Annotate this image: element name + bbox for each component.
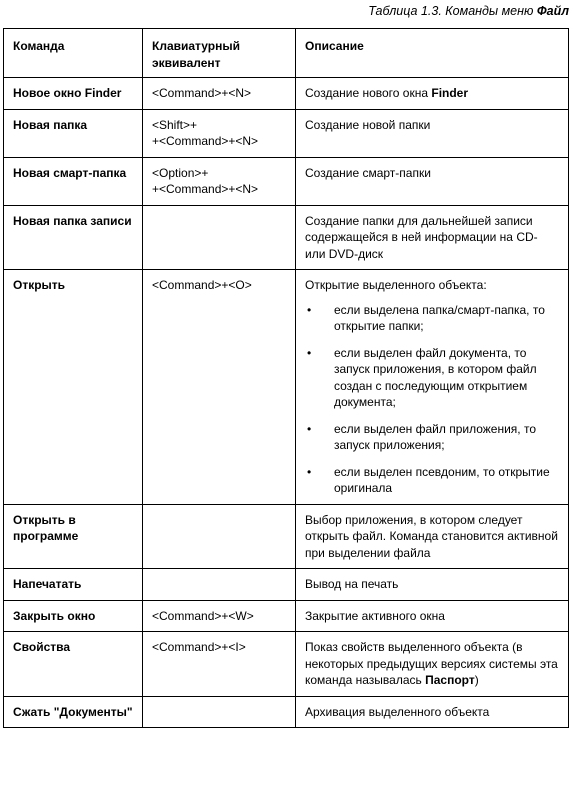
table-caption: [368, 4, 569, 18]
header-shortcut: Клавиатурный эквивалент: [143, 29, 296, 78]
description-cell: [296, 78, 569, 110]
command-cell: Закрыть окно: [4, 600, 143, 632]
command-cell: Напечатать: [4, 569, 143, 601]
description-text: Открытие выделенного объекта:: [305, 278, 487, 292]
table-row: [4, 600, 569, 632]
description-text: Показ свойств выделенного объекта (в некоторых предыдущих версиях системы эта команда называлась: [305, 640, 558, 687]
description-cell: Создание смарт-папки: [296, 157, 569, 205]
description-cell: Архивация выделенного объекта: [296, 696, 569, 728]
table-row: [4, 632, 569, 697]
caption-prefix: Таблица 1.3.: [368, 4, 442, 18]
command-cell: Открыть: [4, 270, 143, 505]
list-item-text: если выделен файл документа, то запуск приложения, в котором файл создан с последующим открытием документа;: [334, 345, 537, 409]
caption-menu-name: Файл: [536, 4, 569, 18]
table-row: [4, 569, 569, 601]
table-row: [4, 78, 569, 110]
bullet-icon: •: [307, 302, 312, 317]
command-cell: Новая папка записи: [4, 205, 143, 270]
list-item: [305, 345, 560, 411]
header-command: Команда: [4, 29, 143, 78]
header-description: Описание: [296, 29, 569, 78]
bullet-list: [305, 302, 560, 497]
table-row: [4, 109, 569, 157]
shortcut-cell: <Shift>+ +<Command>+<N>: [143, 109, 296, 157]
table-header-row: [4, 29, 569, 78]
table-row: [4, 504, 569, 569]
commands-table: [3, 28, 569, 728]
bullet-icon: •: [307, 421, 312, 436]
command-cell: Сжать "Документы": [4, 696, 143, 728]
list-item-text: если выделена папка/смарт-папка, то открытие папки;: [334, 302, 545, 333]
description-cell: Создание новой папки: [296, 109, 569, 157]
shortcut-cell: <Option>+ +<Command>+<N>: [143, 157, 296, 205]
table-row: [4, 157, 569, 205]
table-row: [4, 696, 569, 728]
table-row: [4, 270, 569, 505]
list-item-text: если выделен файл приложения, то запуск приложения;: [334, 421, 536, 452]
description-cell: [296, 632, 569, 697]
description-bold: Паспорт: [425, 673, 475, 687]
command-cell: Новая папка: [4, 109, 143, 157]
description-cell: Выбор приложения, в котором следует открыть файл. Команда становится активной при выделении файла: [296, 504, 569, 569]
list-item: [305, 421, 560, 454]
description-text: Создание нового окна: [305, 86, 432, 100]
bullet-icon: •: [307, 345, 312, 360]
caption-text: Команды меню: [441, 4, 537, 18]
shortcut-cell: <Command>+<O>: [143, 270, 296, 505]
description-cell: Закрытие активного окна: [296, 600, 569, 632]
description-text-end: ): [474, 673, 479, 687]
command-cell: Открыть в программе: [4, 504, 143, 569]
shortcut-cell: <Command>+<I>: [143, 632, 296, 697]
shortcut-cell: [143, 504, 296, 569]
table-row: [4, 205, 569, 270]
shortcut-cell: [143, 696, 296, 728]
command-cell: Новое окно Finder: [4, 78, 143, 110]
list-item: [305, 464, 560, 497]
command-cell: Новая смарт-папка: [4, 157, 143, 205]
description-cell: Вывод на печать: [296, 569, 569, 601]
shortcut-cell: <Command>+<W>: [143, 600, 296, 632]
description-cell: [296, 270, 569, 505]
shortcut-cell: [143, 205, 296, 270]
shortcut-cell: [143, 569, 296, 601]
command-cell: Свойства: [4, 632, 143, 697]
list-item-text: если выделен псевдоним, то открытие оригинала: [334, 464, 550, 495]
description-bold: Finder: [431, 86, 469, 100]
list-item: [305, 302, 560, 335]
shortcut-cell: <Command>+<N>: [143, 78, 296, 110]
description-cell: Создание папки для дальнейшей записи содержащейся в ней информации на CD- или DVD-диск: [296, 205, 569, 270]
bullet-icon: •: [307, 464, 312, 479]
